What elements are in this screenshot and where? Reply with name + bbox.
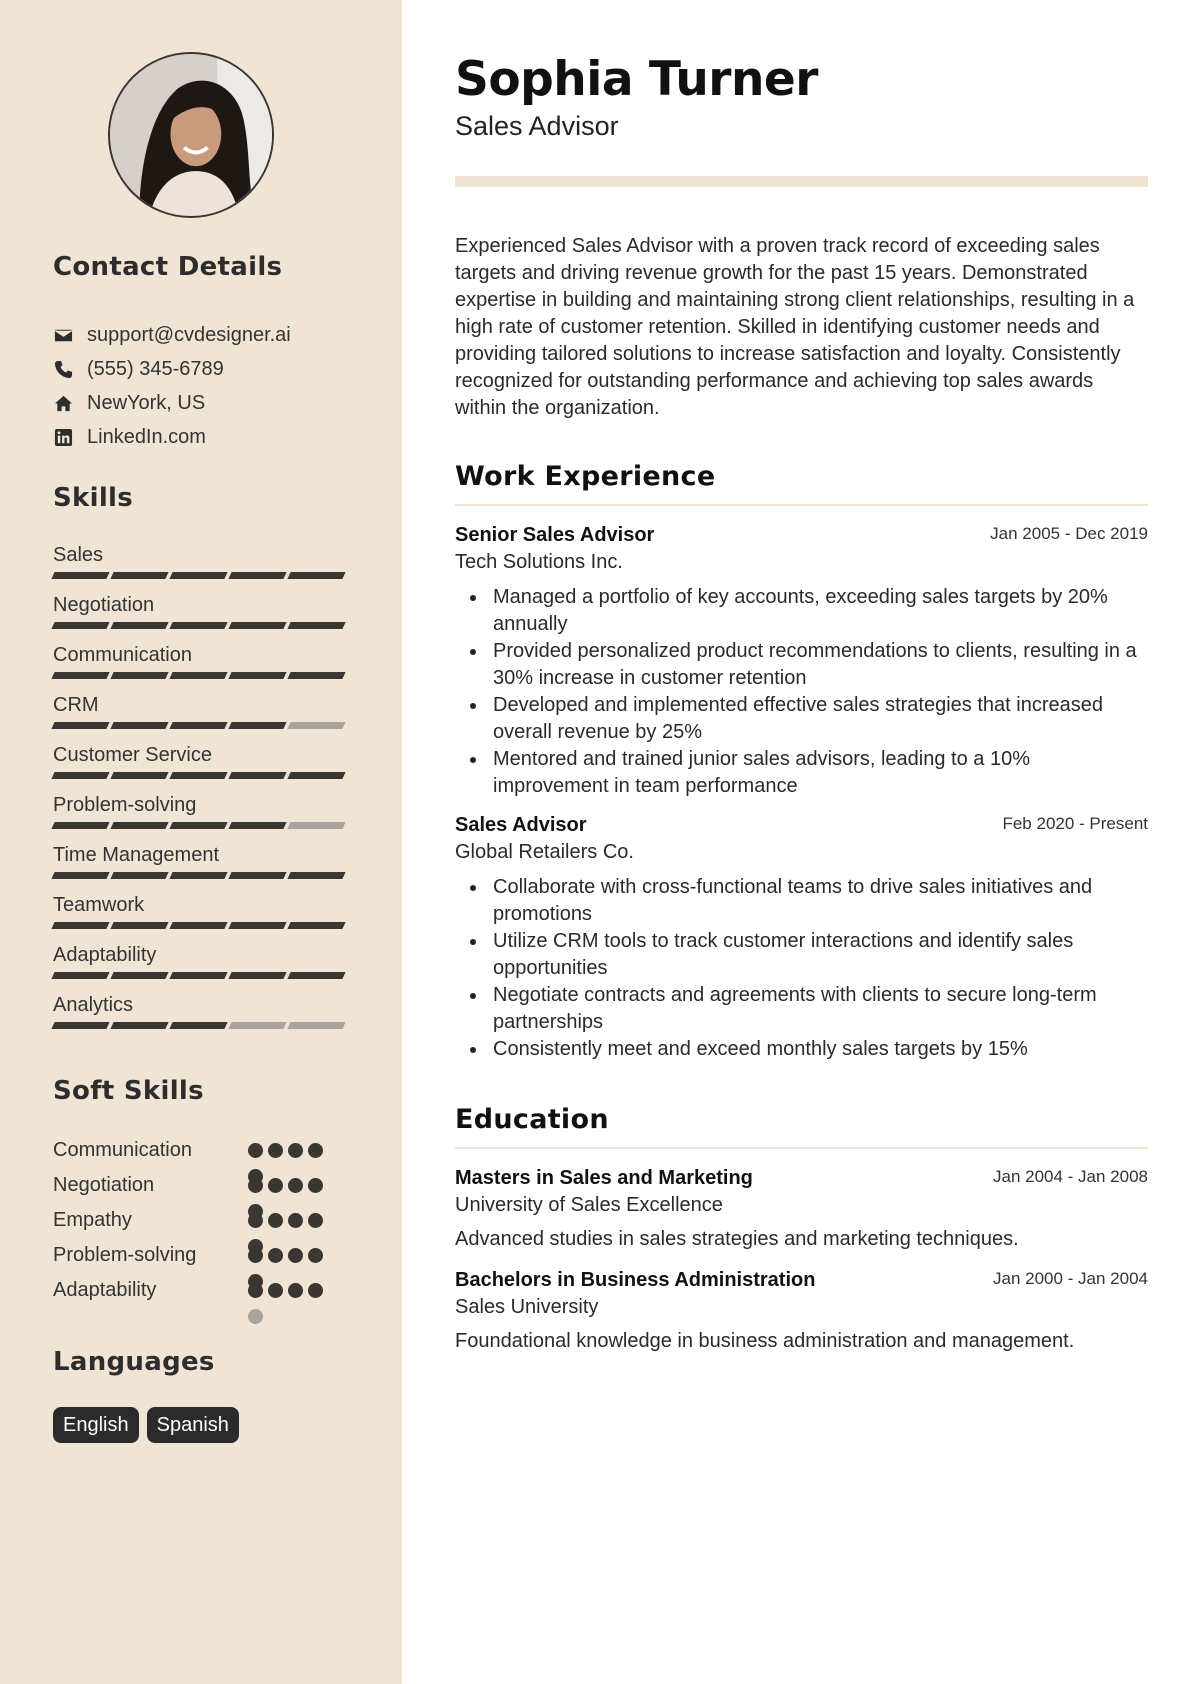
soft-skill-name: Empathy (53, 1209, 132, 1231)
home-icon (53, 393, 73, 413)
education-entry (455, 1165, 1148, 1253)
work-entry (455, 812, 1148, 1063)
skill-segment-filled (169, 872, 227, 879)
skill-segment-empty (287, 1022, 345, 1029)
skill-name: Customer Service (53, 744, 212, 766)
job-company: Tech Solutions Inc. (455, 551, 623, 573)
institution: Sales University (455, 1296, 599, 1318)
skills-list (53, 541, 349, 1041)
skill-name: Negotiation (53, 594, 155, 616)
level-dot-filled (308, 1248, 323, 1263)
level-dot-filled (248, 1248, 263, 1263)
skill-segment-filled (228, 822, 286, 829)
level-dot-filled (308, 1143, 323, 1158)
skill-level-bar (53, 1022, 349, 1029)
work-experience-section (455, 460, 1148, 1063)
skill-segment-filled (287, 672, 345, 679)
skill-segment-filled (228, 722, 286, 729)
skill-item (53, 841, 349, 891)
skill-name: Time Management (53, 844, 219, 866)
bullet-item: Consistently meet and exceed monthly sales targets by 15% (469, 1036, 1148, 1063)
skill-segment-filled (110, 722, 168, 729)
skill-segment-filled (169, 672, 227, 679)
skill-segment-filled (51, 872, 109, 879)
section-divider (455, 1147, 1148, 1149)
skill-segment-filled (51, 622, 109, 629)
contact-location (53, 386, 291, 420)
skill-level-bar (53, 772, 349, 779)
skill-segment-filled (169, 922, 227, 929)
bullet-item: Developed and implemented effective sales strategies that increased overall revenue by 25% (469, 692, 1148, 746)
skill-segment-filled (228, 922, 286, 929)
skill-segment-filled (169, 1022, 227, 1029)
bullet-item: Mentored and trained junior sales advisors, leading to a 10% improvement in team performance (469, 746, 1148, 800)
soft-skill-item (53, 1136, 353, 1171)
job-company: Global Retailers Co. (455, 841, 634, 863)
level-dot-filled (308, 1213, 323, 1228)
bullet-item: Utilize CRM tools to track customer interactions and identify sales opportunities (469, 928, 1148, 982)
soft-skill-name: Adaptability (53, 1279, 157, 1301)
degree-description: Advanced studies in sales strategies and marketing techniques. (455, 1228, 1019, 1250)
soft-skill-level-dots (248, 1283, 348, 1323)
skill-item (53, 941, 349, 991)
job-dates: Feb 2020 - Present (1002, 814, 1148, 833)
skill-segment-filled (287, 872, 345, 879)
level-dot-filled (288, 1213, 303, 1228)
work-experience-heading: Work Experience (455, 461, 716, 492)
languages-heading: Languages (53, 1347, 215, 1377)
skill-item (53, 591, 349, 641)
candidate-name: Sophia Turner (455, 52, 818, 107)
contact-email[interactable] (53, 318, 291, 352)
contact-location-text: NewYork, US (87, 391, 206, 414)
skill-segment-filled (110, 922, 168, 929)
contact-email-text: support@cvdesigner.ai (87, 323, 291, 346)
candidate-title: Sales Advisor (455, 111, 619, 141)
level-dot-filled (268, 1213, 283, 1228)
contact-list (53, 318, 291, 454)
skill-item (53, 741, 349, 791)
skill-segment-filled (51, 822, 109, 829)
level-dot-filled (268, 1248, 283, 1263)
skill-segment-filled (228, 672, 286, 679)
job-dates: Jan 2005 - Dec 2019 (990, 524, 1148, 543)
degree-dates: Jan 2000 - Jan 2004 (992, 1269, 1148, 1288)
skill-level-bar (53, 672, 349, 679)
level-dot-filled (248, 1283, 263, 1298)
skill-level-bar (53, 922, 349, 929)
skill-segment-empty (287, 822, 345, 829)
language-badge: English (53, 1407, 139, 1443)
level-dot-filled (308, 1283, 323, 1298)
skill-segment-filled (228, 772, 286, 779)
soft-skill-name: Problem-solving (53, 1244, 197, 1266)
skill-level-bar (53, 822, 349, 829)
level-dot-filled (268, 1178, 283, 1193)
degree-title: Masters in Sales and Marketing (455, 1167, 753, 1189)
soft-skills-list (53, 1136, 353, 1311)
job-title: Sales Advisor (455, 814, 587, 836)
contact-phone-text: (555) 345-6789 (87, 357, 224, 380)
skill-segment-filled (228, 572, 286, 579)
language-badge: Spanish (147, 1407, 239, 1443)
skill-segment-filled (51, 722, 109, 729)
phone-icon (53, 359, 73, 379)
level-dot-filled (308, 1178, 323, 1193)
skill-segment-filled (51, 572, 109, 579)
level-dot-filled (288, 1283, 303, 1298)
sidebar (0, 0, 402, 1684)
contact-details-heading: Contact Details (53, 252, 283, 282)
skill-item (53, 691, 349, 741)
level-dot-empty (248, 1309, 263, 1324)
degree-title: Bachelors in Business Administration (455, 1269, 816, 1291)
main-content (402, 0, 1200, 1684)
soft-skill-name: Negotiation (53, 1174, 155, 1196)
skill-segment-filled (110, 822, 168, 829)
profile-photo (110, 54, 272, 216)
skill-segment-filled (287, 922, 345, 929)
degree-description: Foundational knowledge in business administration and management. (455, 1330, 1075, 1352)
contact-linkedin[interactable] (53, 420, 291, 454)
level-dot-filled (268, 1143, 283, 1158)
skill-segment-empty (228, 1022, 286, 1029)
skill-segment-filled (169, 772, 227, 779)
profile-summary: Experienced Sales Advisor with a proven track record of exceeding sales targets and driving revenue growth for the past 15 years. Demonstrated expertise in building and maintaining strong client relationships, resulting in a high rate of customer retention. Skilled in identifying customer needs and providing tailored solutions to increase satisfaction and loyalty. Consistently recognized for outstanding performance and achieving top sales awards within the organization. (455, 235, 1135, 419)
section-divider (455, 504, 1148, 506)
bullet-item: Provided personalized product recommendations to clients, resulting in a 30% increase in customer retention (469, 638, 1148, 692)
skill-level-bar (53, 572, 349, 579)
level-dot-filled (288, 1143, 303, 1158)
header-divider (455, 176, 1148, 187)
skill-level-bar (53, 972, 349, 979)
skill-name: CRM (53, 694, 99, 716)
languages-list (53, 1407, 239, 1443)
job-bullets (455, 874, 1148, 1063)
skill-segment-filled (51, 772, 109, 779)
institution: University of Sales Excellence (455, 1194, 723, 1216)
skill-segment-filled (110, 872, 168, 879)
education-section (455, 1103, 1148, 1355)
skill-segment-filled (228, 622, 286, 629)
level-dot-filled (268, 1283, 283, 1298)
skill-name: Analytics (53, 994, 134, 1016)
skills-heading: Skills (53, 483, 134, 513)
skill-segment-filled (169, 622, 227, 629)
skill-item (53, 541, 349, 591)
education-heading: Education (455, 1104, 609, 1135)
skill-segment-filled (169, 822, 227, 829)
skill-level-bar (53, 872, 349, 879)
job-title: Senior Sales Advisor (455, 524, 655, 546)
contact-linkedin-text: LinkedIn.com (87, 425, 206, 448)
soft-skills-heading: Soft Skills (53, 1076, 204, 1106)
linkedin-icon (53, 427, 73, 447)
bullet-item: Collaborate with cross-functional teams to drive sales initiatives and promotions (469, 874, 1148, 928)
skill-segment-filled (169, 572, 227, 579)
soft-skill-item (53, 1206, 353, 1241)
skill-segment-filled (110, 622, 168, 629)
skill-segment-empty (287, 722, 345, 729)
level-dot-filled (248, 1143, 263, 1158)
skill-segment-filled (110, 772, 168, 779)
contact-phone[interactable] (53, 352, 291, 386)
job-bullets (455, 584, 1148, 800)
soft-skill-name: Communication (53, 1139, 192, 1161)
skill-level-bar (53, 722, 349, 729)
skill-segment-filled (287, 972, 345, 979)
level-dot-filled (248, 1213, 263, 1228)
skill-name: Problem-solving (53, 794, 197, 816)
skill-segment-filled (287, 622, 345, 629)
skill-segment-filled (287, 772, 345, 779)
skill-name: Adaptability (53, 944, 157, 966)
soft-skill-item (53, 1171, 353, 1206)
skill-segment-filled (51, 972, 109, 979)
skill-item (53, 991, 349, 1041)
level-dot-filled (288, 1248, 303, 1263)
skill-segment-filled (169, 722, 227, 729)
degree-dates: Jan 2004 - Jan 2008 (992, 1167, 1148, 1186)
bullet-item: Negotiate contracts and agreements with clients to secure long-term partnerships (469, 982, 1148, 1036)
skill-segment-filled (51, 922, 109, 929)
skill-segment-filled (228, 872, 286, 879)
skill-segment-filled (228, 972, 286, 979)
skill-item (53, 641, 349, 691)
soft-skill-item (53, 1276, 353, 1311)
envelope-icon (53, 325, 73, 345)
skill-name: Communication (53, 644, 192, 666)
skill-segment-filled (51, 672, 109, 679)
skill-segment-filled (110, 1022, 168, 1029)
skill-item (53, 891, 349, 941)
skill-segment-filled (110, 572, 168, 579)
level-dot-filled (248, 1178, 263, 1193)
skill-segment-filled (169, 972, 227, 979)
skill-segment-filled (51, 1022, 109, 1029)
soft-skill-item (53, 1241, 353, 1276)
work-entry (455, 522, 1148, 800)
skill-segment-filled (110, 672, 168, 679)
skill-segment-filled (110, 972, 168, 979)
education-entry (455, 1267, 1148, 1355)
skill-level-bar (53, 622, 349, 629)
avatar (108, 52, 274, 218)
skill-item (53, 791, 349, 841)
skill-name: Teamwork (53, 894, 145, 916)
skill-segment-filled (287, 572, 345, 579)
level-dot-filled (288, 1178, 303, 1193)
bullet-item: Managed a portfolio of key accounts, exceeding sales targets by 20% annually (469, 584, 1148, 638)
skill-name: Sales (53, 544, 104, 566)
